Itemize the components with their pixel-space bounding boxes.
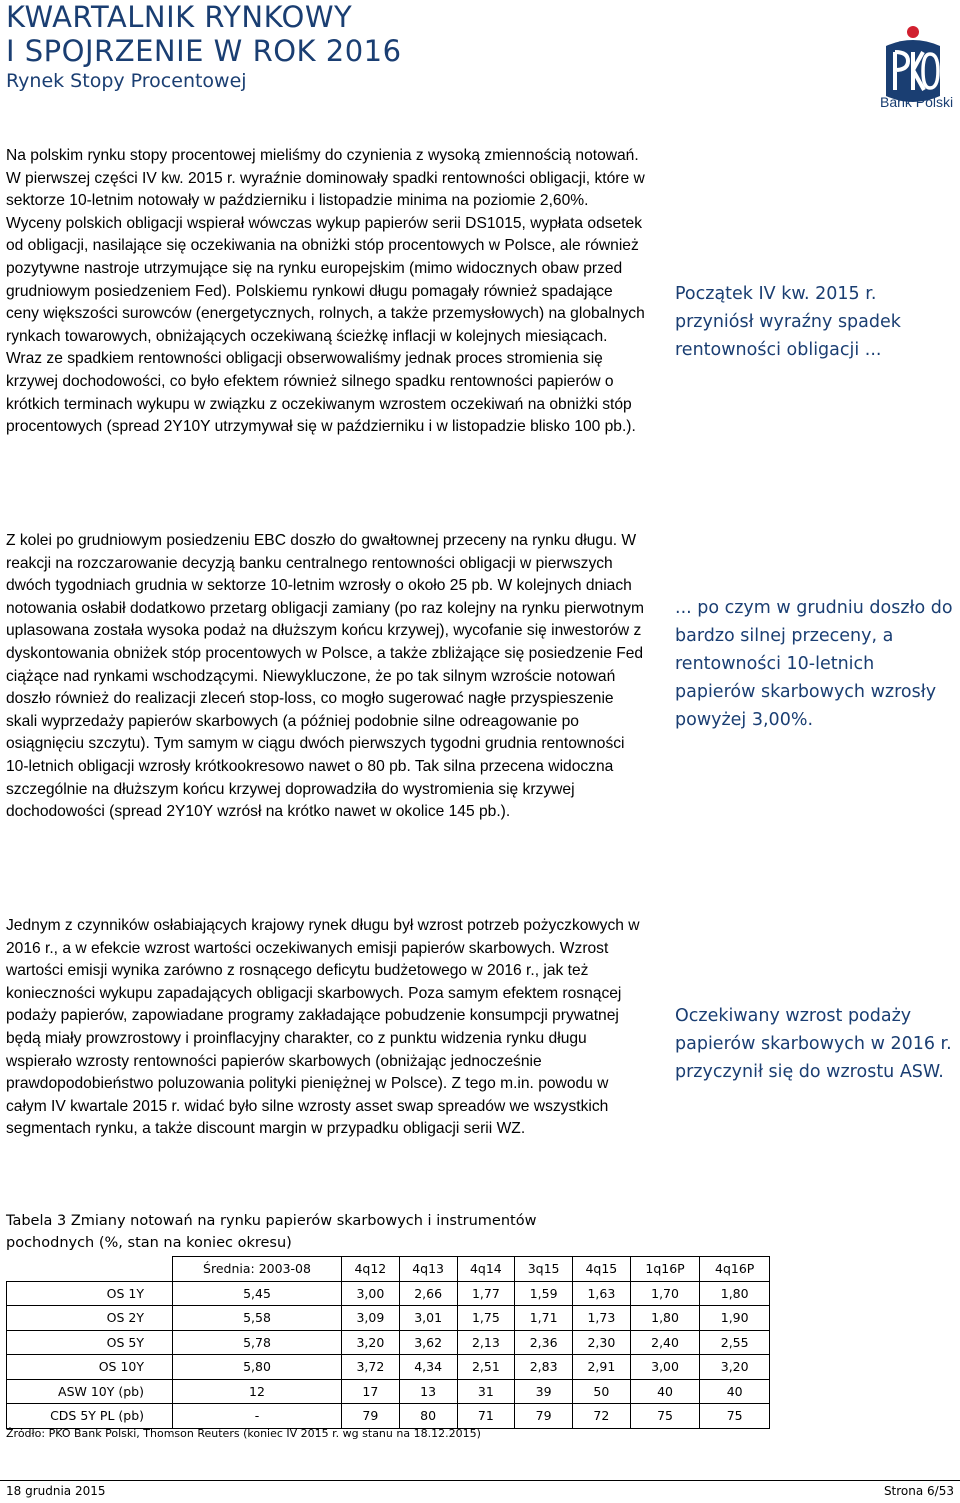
table-cell: 79 xyxy=(342,1404,400,1429)
table-cell: 3,62 xyxy=(399,1330,457,1355)
table-cell: 31 xyxy=(457,1379,515,1404)
table-cell: 1,90 xyxy=(700,1306,770,1331)
table-header-cell: 4q16P xyxy=(700,1257,770,1282)
table-cell: 3,01 xyxy=(399,1306,457,1331)
table-cell: 17 xyxy=(342,1379,400,1404)
table-cell: 75 xyxy=(630,1404,700,1429)
table-header-blank xyxy=(7,1257,173,1282)
table-header-cell: 4q14 xyxy=(457,1257,515,1282)
table-cell: 1,73 xyxy=(573,1306,631,1331)
footer-page-number: Strona 6/53 xyxy=(883,1484,954,1498)
table-caption: Tabela 3 Zmiany notowań na rynku papierów skarbowych i instrumentów pochodnych (%, stan na koniec okresu) xyxy=(6,1213,537,1251)
title-line-1: KWARTALNIK RYNKOWY xyxy=(6,0,353,34)
page-title xyxy=(6,0,402,68)
table-row-label: OS 10Y xyxy=(7,1355,173,1380)
table-row xyxy=(7,1281,770,1306)
paragraph-2: Z kolei po grudniowym posiedzeniu EBC doszło do gwałtownej przeceny na rynku długu. W reakcji na rozczarowanie decyzją banku centralnego rentowności obligacji w pierwszych dwóch tygodniach grudnia w sektorze 10-letnim wzrosły o około 25 pb. W kolejnych dniach notowania osłabił dodatkowo przetarg obligacji zamiany (po raz kolejny na rynku pierwotnym uplasowana została wysoka podaż na dłuższym końcu krzywej), wycofanie się inwestorów z dyskontowania obniżek stóp procentowych w Polsce, a także zbliżające się posiedzenie Fed ciążące nad rynkami wschodzącymi. Niewykluczone, że po tak silnym wzroście notowań doszło również do realizacji zleceń stop-loss, co mogło sugerować nagłe przyspieszenie skali wyprzedaży papierów skarbowych (a później podobnie silne odreagowanie po osiągnięciu szczytu). Tym samym w ciągu dwóch pierwszych tygodni grudnia rentowności 10-letnich obligacji wzrosły krótkookresowo nawet o 80 pb. Tak silna przecena widoczna szczególnie na dłuższym końcu krzywej doprowadziła do wystromienia się krzywej dochodowości (spread 2Y10Y wzrósł na krótko nawet w okolice 145 pb.). xyxy=(6,532,644,821)
table-cell: 2,83 xyxy=(515,1355,573,1380)
table-header-cell: 4q13 xyxy=(399,1257,457,1282)
table-cell: 3,20 xyxy=(700,1355,770,1380)
sidenote-3: Oczekiwany wzrost podaży papierów skarbowych w 2016 r. przyczynił się do wzrostu ASW. xyxy=(675,1006,952,1082)
sidenote-1: Początek IV kw. 2015 r. przyniósł wyraźny spadek rentowności obligacji ... xyxy=(675,284,901,360)
table-row xyxy=(7,1355,770,1380)
table-cell: 80 xyxy=(399,1404,457,1429)
table-cell: 1,77 xyxy=(457,1281,515,1306)
table-row-label: CDS 5Y PL (pb) xyxy=(7,1404,173,1429)
table-header-cell: 4q12 xyxy=(342,1257,400,1282)
table-header-row xyxy=(7,1257,770,1282)
table-cell: 72 xyxy=(573,1404,631,1429)
logo-text: Bank Polski xyxy=(880,94,954,110)
table-cell: 40 xyxy=(700,1379,770,1404)
table-cell: 1,75 xyxy=(457,1306,515,1331)
table-row-label: ASW 10Y (pb) xyxy=(7,1379,173,1404)
table-cell: 4,34 xyxy=(399,1355,457,1380)
footer-date: 18 grudnia 2015 xyxy=(6,1484,106,1498)
table-cell: 3,00 xyxy=(342,1281,400,1306)
table-cell: 71 xyxy=(457,1404,515,1429)
paragraph-3: Jednym z czynników osłabiających krajowy rynek długu był wzrost potrzeb pożyczkowych w 2016 r., a w efekcie wzrost wartości oczekiwanych emisji papierów skarbowych. Wzrost wartości emisji wynika zarówno z rosnącego deficytu budżetowego w 2016 r., jak też konieczności wykupu zapadających obligacji skarbowych. Poza samym efektem rosnącej podaży papierów, zapowiadane programy zakładające pobudzenie konsumpcji prywatnej będą miały prowzrostowy i proinflacyjny charakter, co z punktu widzenia rynku długu wspierało wzrosty rentowności papierów skarbowych (obniżając jednocześnie prawdopodobieństwo poluzowania polityki pieniężnej w Polsce). Z tego m.in. powodu w całym IV kwartale 2015 r. widać było silne wzrosty asset swap spreadów we wszystkich segmentach rynku, a także discount margin w przypadku obligacji serii WZ. xyxy=(6,917,640,1138)
page-subtitle: Rynek Stopy Procentowej xyxy=(6,70,247,92)
table-cell: 2,66 xyxy=(399,1281,457,1306)
table-cell: 2,36 xyxy=(515,1330,573,1355)
table-cell: 3,00 xyxy=(630,1355,700,1380)
table-cell: 1,63 xyxy=(573,1281,631,1306)
table-cell: 3,72 xyxy=(342,1355,400,1380)
table-cell: 5,80 xyxy=(173,1355,342,1380)
table-cell: 5,58 xyxy=(173,1306,342,1331)
table-source: Źródło: PKO Bank Polski, Thomson Reuters (koniec IV 2015 r. wg stanu na 18.12.2015) xyxy=(6,1427,481,1440)
table-cell: 12 xyxy=(173,1379,342,1404)
table-cell: 5,78 xyxy=(173,1330,342,1355)
table-cell: 2,40 xyxy=(630,1330,700,1355)
table-cell: 2,13 xyxy=(457,1330,515,1355)
table-row-label: OS 1Y xyxy=(7,1281,173,1306)
table-cell: 3,20 xyxy=(342,1330,400,1355)
footer-divider xyxy=(0,1480,960,1481)
table-cell: 3,09 xyxy=(342,1306,400,1331)
table-row xyxy=(7,1330,770,1355)
table-cell: 40 xyxy=(630,1379,700,1404)
table-header-cell: 1q16P xyxy=(630,1257,700,1282)
table-cell: 13 xyxy=(399,1379,457,1404)
table-header-cell: 4q15 xyxy=(573,1257,631,1282)
table-cell: 1,70 xyxy=(630,1281,700,1306)
table-cell: - xyxy=(173,1404,342,1429)
rates-table xyxy=(6,1256,770,1429)
paragraph-1: Na polskim rynku stopy procentowej mieliśmy do czynienia z wysoką zmiennością notowań. W pierwszej części IV kw. 2015 r. wyraźnie dominowały spadki rentowności obligacji, które w sektorze 10-letnim notowały w październiku i listopadzie minima na poziomie 2,60%. Wyceny polskich obligacji wspierał wówczas wykup papierów serii DS1015, wypłata odsetek od obligacji, nasilające się oczekiwania na obniżki stóp procentowych w Polsce, ale również pozytywne nastroje utrzymujące się na rynku europejskim (mimo widocznych obaw przed grudniowym posiedzeniem Fed). Polskiemu rynkowi długu pomagały również spadające ceny większości surowców (energetycznych, rolnych, a także przemysłowych) na globalnych rynkach towarowych, obniżających oczekiwaną ścieżkę inflacji w kolejnych miesiącach. Wraz ze spadkiem rentowności obligacji obserwowaliśmy jednak proces stromienia się krzywej dochodowości, co było efektem również silnego spadku rentowności papierów o krótkich terminach wykupu w związku z oczekiwanym wzrostem oczekiwań na obniżki stóp procentowych (spread 2Y10Y utrzymywał się w październiku i w listopadzie blisko 100 pb.). xyxy=(6,147,645,436)
table-header-cell: Średnia: 2003-08 xyxy=(173,1257,342,1282)
table-cell: 75 xyxy=(700,1404,770,1429)
table-cell: 1,71 xyxy=(515,1306,573,1331)
table-cell: 1,80 xyxy=(630,1306,700,1331)
table-row-label: OS 2Y xyxy=(7,1306,173,1331)
table-row-label: OS 5Y xyxy=(7,1330,173,1355)
table-cell: 2,30 xyxy=(573,1330,631,1355)
table-row xyxy=(7,1404,770,1429)
table-row xyxy=(7,1306,770,1331)
table-cell: 1,59 xyxy=(515,1281,573,1306)
table-cell: 1,80 xyxy=(700,1281,770,1306)
table-cell: 39 xyxy=(515,1379,573,1404)
table-cell: 79 xyxy=(515,1404,573,1429)
title-line-2: I SPOJRZENIE W ROK 2016 xyxy=(6,34,402,68)
table-cell: 2,91 xyxy=(573,1355,631,1380)
table-cell: 5,45 xyxy=(173,1281,342,1306)
table-cell: 2,51 xyxy=(457,1355,515,1380)
table-row xyxy=(7,1379,770,1404)
table-header-cell: 3q15 xyxy=(515,1257,573,1282)
table-cell: 2,55 xyxy=(700,1330,770,1355)
sidenote-2: ... po czym w grudniu doszło do bardzo silnej przeceny, a rentowności 10-letnich papierów skarbowych wzrosły powyżej 3,00%. xyxy=(675,598,953,730)
table-cell: 50 xyxy=(573,1379,631,1404)
